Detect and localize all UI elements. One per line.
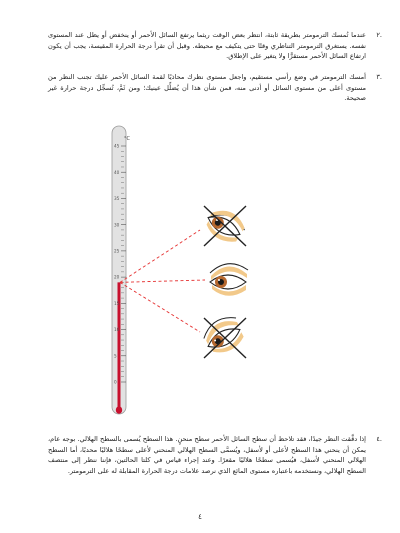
eye-below xyxy=(200,312,249,358)
tick-label-25: 25 xyxy=(114,248,120,254)
tick-label-15: 15 xyxy=(114,300,120,306)
page-number: ٤ xyxy=(198,513,202,521)
step-3-number: ٣. xyxy=(376,73,382,81)
thermometer xyxy=(112,126,131,414)
step-3 xyxy=(48,72,382,104)
tick-label-0: 0 xyxy=(114,379,117,385)
step-2-text: عندما تُمسك الترمومتر بطريقة ثابتة، انتظر بعض الوقت ريثما يرتفع السائل الأحمر أو ينخفض أو يظل عند المستوى نفسه. يستغرق الترمومتر التناظري وقتًا حتى يتكيف مع محيطه. وقبل أن تقرأ درجة الحرارة المقيسة، يجب أن يكون ارتفاع السائل الأحمر مستقرًّا ولا يتغير على الإطلاق. xyxy=(48,31,366,61)
tick-label-40: 40 xyxy=(114,169,120,175)
sight-line-below xyxy=(120,282,200,332)
thermometer-reading-figure xyxy=(100,120,260,420)
step-4 xyxy=(48,434,382,476)
unit-label: °C xyxy=(124,136,130,142)
step-4-number: ٤. xyxy=(376,435,382,443)
tick-label-20: 20 xyxy=(114,274,120,280)
sight-line-level xyxy=(120,280,205,282)
sight-lines xyxy=(120,230,205,332)
tick-label-30: 30 xyxy=(114,222,120,228)
tick-label-10: 10 xyxy=(114,327,120,333)
tick-label-45: 45 xyxy=(114,143,120,149)
step-2-number: ٢. xyxy=(376,31,382,39)
tick-label-35: 35 xyxy=(114,196,120,202)
step-3-text: أمسك الترمومتر في وضع رأسي مستقيم، واجعل مستوى نظرك محاذيًا لقمة السائل الأحمر عليك تجنب النظر من مستوى أعلى من مستوى السائل أو أدنى منه، فمن شأن هذا أن يُضلِّل عينيك؛ ومن ثَمَّ، تُسجِّل درجة حرارة غير صحيحة. xyxy=(48,73,366,103)
step-2 xyxy=(48,30,382,62)
sight-line-above xyxy=(120,230,200,282)
tick-label-5: 5 xyxy=(114,353,117,359)
step-4-text: إذا دقَّقت النظر جيدًا، فقد تلاحظ أن سطح السائل الأحمر سطح منحنٍ. هذا السطح يُسمى بالسطح الهلالي. بوجه عام، يمكن أن ينحني هذا السطح لأعلى أو لأسفل، ويُسمَّى السطح الهلالي المنحني لأعلى سطحًا هلاليًا محدبًا، أما السطح الهلالي المنحني لأسفل، فيُسمى سطحًا هلاليًا مقعرًا. وعند إجراء قياس في كلتا الحالتين، فإننا ننظر إلى منتصف السطح الهلالي، ونستخدمه باعتباره مستوى المائع الذي نرصد علامات درجة الحرارة المقابلة له على الترمومتر. xyxy=(48,435,366,475)
eye-level xyxy=(210,264,248,296)
